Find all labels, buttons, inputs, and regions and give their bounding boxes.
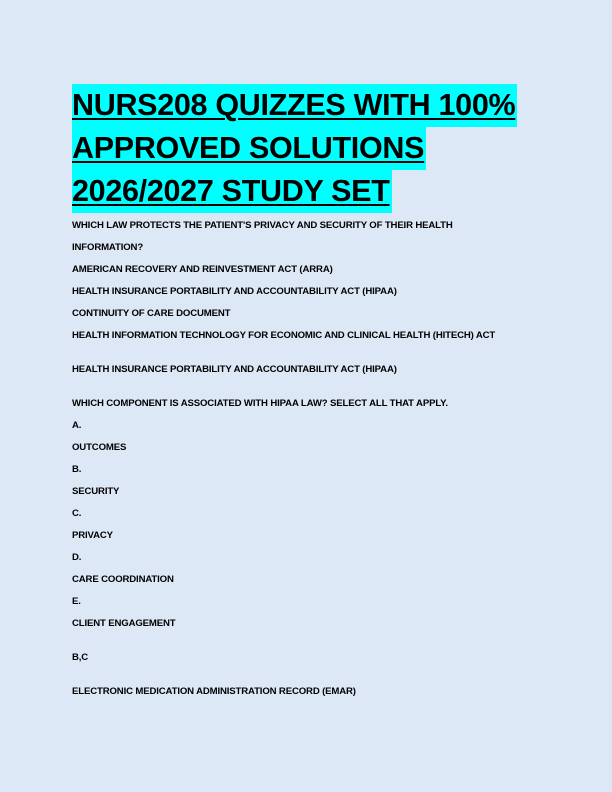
question-2-option-b-text: SECURITY <box>72 486 120 497</box>
question-2-option-c-letter: C. <box>72 508 82 519</box>
question-2-answer: B,C <box>72 652 89 663</box>
question-2-option-e-letter: E. <box>72 596 81 607</box>
document-page <box>72 84 542 703</box>
question-2-option-e-text: CLIENT ENGAGEMENT <box>72 618 176 629</box>
question-1-option-2: HEALTH INSURANCE PORTABILITY AND ACCOUNTABILITY ACT (HIPAA) <box>72 286 397 297</box>
question-3 <box>72 681 542 703</box>
question-2-option-d-text: CARE COORDINATION <box>72 574 174 585</box>
question-2-text: WHICH COMPONENT IS ASSOCIATED WITH HIPAA LAW? SELECT ALL THAT APPLY. <box>72 398 448 409</box>
question-1-text-line-1: WHICH LAW PROTECTS THE PATIENT'S PRIVACY AND SECURITY OF THEIR HEALTH <box>72 220 453 231</box>
title-line-3: 2026/2027 STUDY SET <box>72 170 392 213</box>
question-1-option-1: AMERICAN RECOVERY AND REINVESTMENT ACT (ARRA) <box>72 264 333 275</box>
question-1 <box>72 215 542 381</box>
question-1-text-line-2: INFORMATION? <box>72 242 144 253</box>
question-2 <box>72 393 542 669</box>
question-2-option-a-text: OUTCOMES <box>72 442 127 453</box>
quiz-content <box>72 215 542 703</box>
question-1-answer: HEALTH INSURANCE PORTABILITY AND ACCOUNTABILITY ACT (HIPAA) <box>72 364 397 375</box>
question-3-text: ELECTRONIC MEDICATION ADMINISTRATION RECORD (EMAR) <box>72 686 356 697</box>
title-line-1: NURS208 QUIZZES WITH 100% <box>72 84 517 127</box>
document-title <box>72 84 542 213</box>
question-2-option-d-letter: D. <box>72 552 82 563</box>
question-1-option-3: CONTINUITY OF CARE DOCUMENT <box>72 308 231 319</box>
question-1-option-4: HEALTH INFORMATION TECHNOLOGY FOR ECONOMIC AND CLINICAL HEALTH (HITECH) ACT <box>72 330 496 341</box>
title-line-2: APPROVED SOLUTIONS <box>72 127 426 170</box>
question-2-option-a-letter: A. <box>72 420 82 431</box>
question-2-option-b-letter: B. <box>72 464 82 475</box>
question-2-option-c-text: PRIVACY <box>72 530 113 541</box>
